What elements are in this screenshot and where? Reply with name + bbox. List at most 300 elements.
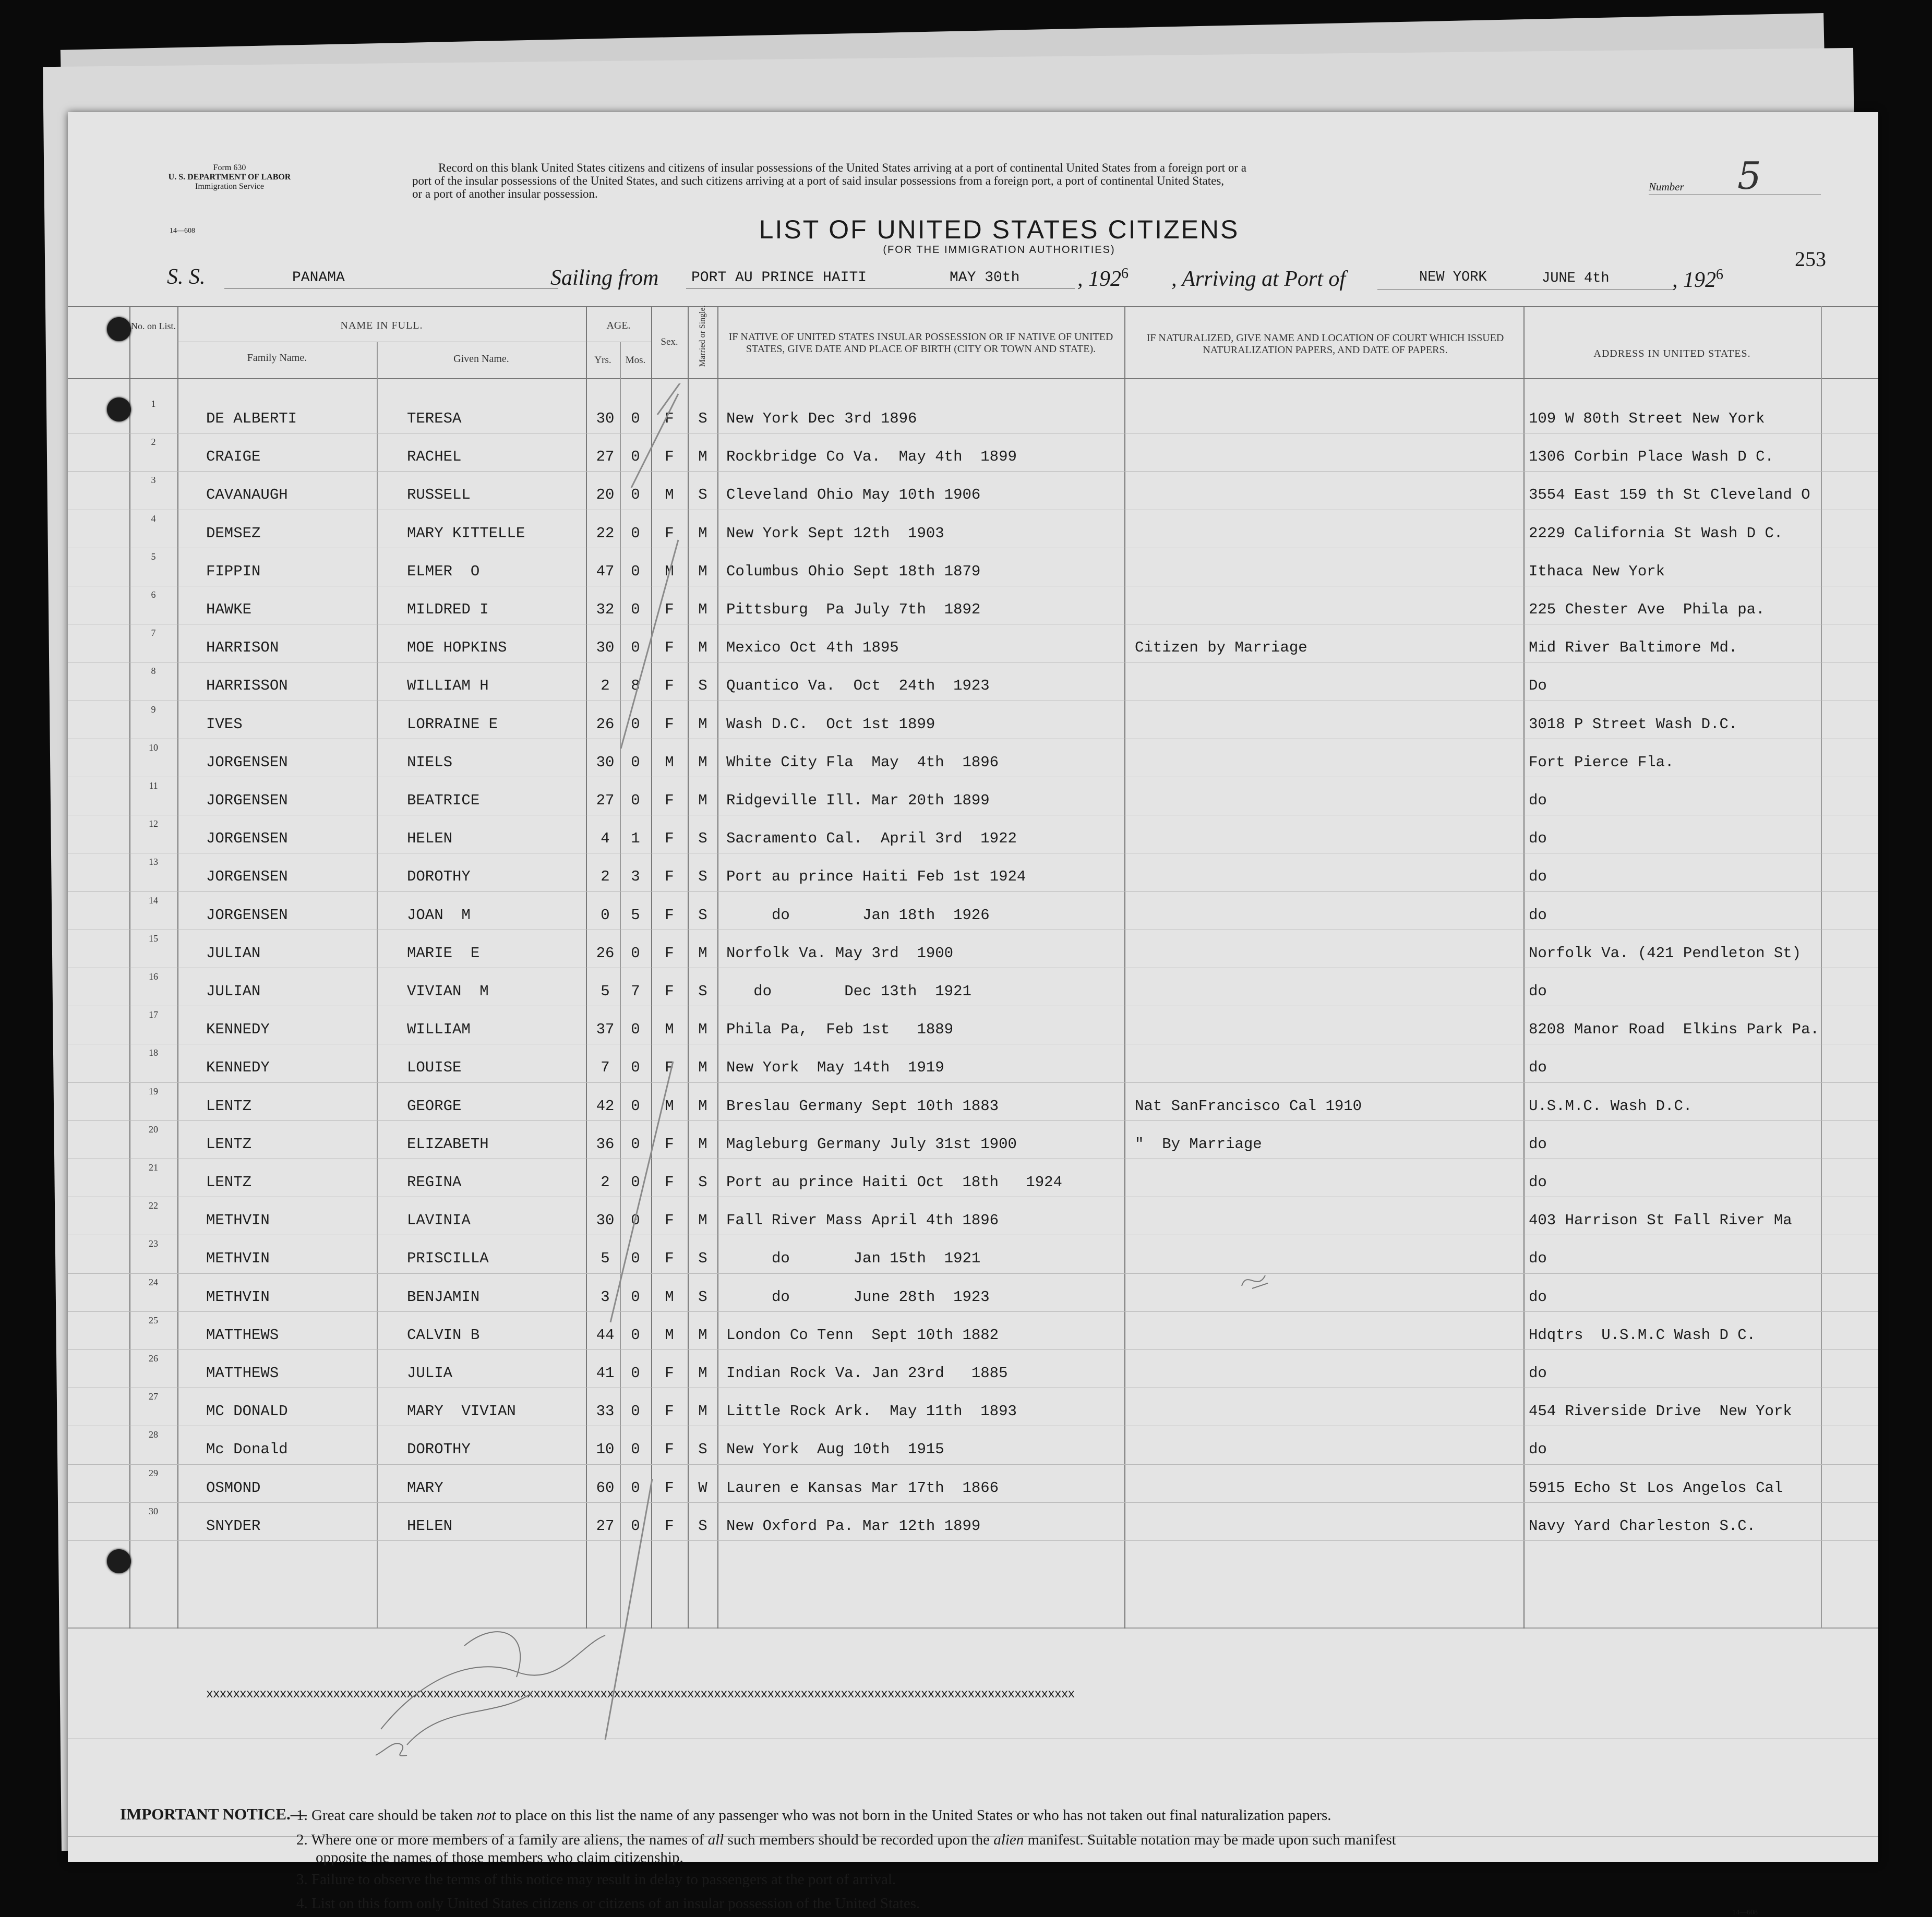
cell-birth: do Jan 15th 1921 [726, 1250, 981, 1268]
cell-yrs: 44 [596, 1326, 615, 1344]
number-field [1649, 154, 1821, 198]
cell-family: METHVIN [206, 1250, 270, 1268]
cell-birth: Magleburg Germany July 31st 1900 [726, 1135, 1017, 1153]
cell-birth: New York Aug 10th 1915 [726, 1441, 944, 1458]
cell-yrs: 60 [596, 1479, 615, 1497]
cell-mos: 0 [631, 1326, 640, 1344]
row-number: 11 [149, 780, 158, 791]
cell-ms: M [698, 1326, 707, 1344]
form-number: Form 630 [213, 163, 246, 172]
cell-birth: Breslau Germany Sept 10th 1883 [726, 1097, 999, 1115]
number-label: Number [1649, 180, 1684, 193]
cell-addr: Hdqtrs U.S.M.C Wash D C. [1529, 1326, 1756, 1344]
cell-family: IVES [206, 715, 243, 733]
table-row [68, 395, 1878, 433]
cell-family: JULIAN [206, 944, 261, 962]
form-code-bottom: 14—608 [1732, 1909, 1758, 1916]
row-number: 1 [151, 399, 156, 409]
cell-sex: F [665, 1174, 674, 1191]
cell-addr: 403 Harrison St Fall River Ma [1529, 1212, 1792, 1229]
instruction-line: Record on this blank United States citizens and citizens of insular possessions of the United States arriving at a port of continental United States from a foreign port or a [438, 161, 1246, 174]
row-number: 14 [149, 895, 158, 906]
cell-sex: M [665, 1021, 674, 1039]
row-number: 15 [149, 933, 158, 944]
cell-mos: 8 [631, 677, 640, 695]
cell-given: GEORGE [407, 1097, 462, 1115]
cell-birth: New Oxford Pa. Mar 12th 1899 [726, 1517, 981, 1535]
cell-addr: Navy Yard Charleston S.C. [1529, 1517, 1756, 1535]
cell-addr: Mid River Baltimore Md. [1529, 639, 1738, 657]
cell-mos: 0 [631, 792, 640, 809]
cell-yrs: 2 [601, 677, 610, 695]
row-number: 20 [149, 1124, 158, 1135]
cell-addr: do [1529, 830, 1547, 848]
from-date-underline [944, 288, 1075, 289]
cell-ms: M [698, 944, 707, 962]
cell-sex: F [665, 868, 674, 886]
row-number: 7 [151, 628, 156, 638]
table-row [68, 1312, 1878, 1350]
cell-sex: F [665, 410, 674, 427]
cell-ms: M [698, 715, 707, 733]
cell-family: CRAIGE [206, 448, 261, 466]
cell-yrs: 10 [596, 1441, 615, 1458]
cell-ms: M [698, 524, 707, 542]
row-number: 28 [149, 1429, 158, 1440]
cell-addr: do [1529, 906, 1547, 924]
table-row [68, 1159, 1878, 1197]
cell-mos: 0 [631, 1021, 640, 1039]
cell-yrs: 2 [601, 1174, 610, 1191]
cell-birth: Port au prince Haiti Oct 18th 1924 [726, 1174, 1062, 1191]
cell-birth: Cleveland Ohio May 10th 1906 [726, 486, 981, 504]
cell-addr: do [1529, 1135, 1547, 1153]
cell-family: DEMSEZ [206, 524, 261, 542]
row-number: 29 [149, 1467, 158, 1478]
cell-mos: 0 [631, 1174, 640, 1191]
cell-mos: 0 [631, 1250, 640, 1268]
row-number: 13 [149, 857, 158, 867]
cell-given: NIELS [407, 753, 453, 771]
cell-sex: F [665, 524, 674, 542]
header-age: AGE. [606, 320, 631, 331]
notice-text: such members should be recorded upon the [724, 1831, 994, 1848]
cell-mos: 0 [631, 601, 640, 618]
cell-yrs: 37 [596, 1021, 615, 1039]
cell-addr: do [1529, 1059, 1547, 1077]
row-rule [68, 1540, 1878, 1541]
cell-nat: Citizen by Marriage [1135, 639, 1307, 657]
row-number: 12 [149, 818, 158, 829]
page-subtitle: (FOR THE IMMIGRATION AUTHORITIES) [883, 244, 1115, 256]
cell-mos: 0 [631, 410, 640, 427]
notice-heading: IMPORTANT NOTICE.— [120, 1805, 307, 1823]
row-number: 21 [149, 1162, 158, 1173]
cell-sex: M [665, 486, 674, 504]
table-row [68, 1465, 1878, 1503]
table-row [68, 548, 1878, 586]
cell-ms: M [698, 1365, 707, 1382]
cell-yrs: 27 [596, 792, 615, 809]
table-bottom-rule [68, 1627, 1878, 1629]
cell-birth: Indian Rock Va. Jan 23rd 1885 [726, 1365, 1008, 1382]
cell-given: RUSSELL [407, 486, 471, 504]
cell-addr: 454 Riverside Drive New York [1529, 1403, 1792, 1420]
notice-emphasis: not [476, 1807, 496, 1824]
cell-mos: 0 [631, 562, 640, 580]
notice-text: manifest. Suitable notation may be made upon such manifest [1024, 1831, 1396, 1848]
cell-birth: White City Fla May 4th 1896 [726, 753, 999, 771]
cell-addr: 1306 Corbin Place Wash D C. [1529, 448, 1774, 466]
cell-birth: Pittsburg Pa July 7th 1892 [726, 601, 981, 618]
cell-ms: S [698, 677, 707, 695]
cell-family: LENTZ [206, 1135, 252, 1153]
cell-birth: Ridgeville Ill. Mar 20th 1899 [726, 792, 990, 809]
cell-family: SNYDER [206, 1517, 261, 1535]
ss-label: S. S. [167, 265, 206, 289]
cell-birth: Rockbridge Co Va. May 4th 1899 [726, 448, 1017, 466]
cell-sex: F [665, 1135, 674, 1153]
cell-yrs: 20 [596, 486, 615, 504]
cell-birth: New York Dec 3rd 1896 [726, 410, 917, 427]
cell-ms: M [698, 601, 707, 618]
cell-given: JULIA [407, 1365, 453, 1382]
header-sex: Sex. [661, 336, 678, 347]
header-bottom-rule [68, 378, 1878, 379]
cell-family: FIPPIN [206, 562, 261, 580]
header-naturalized: IF NATURALIZED, GIVE NAME AND LOCATION OF COURT WHICH ISSUED NATURALIZATION PAPERS, AND DATE OF PAPERS. [1146, 332, 1504, 356]
cell-yrs: 2 [601, 868, 610, 886]
service: Immigration Service [195, 182, 264, 191]
row-number: 4 [151, 513, 156, 524]
cell-birth: Lauren e Kansas Mar 17th 1866 [726, 1479, 999, 1497]
cell-ms: M [698, 562, 707, 580]
cell-given: PRISCILLA [407, 1250, 489, 1268]
cell-addr: do [1529, 1365, 1547, 1382]
from-underline [686, 288, 989, 289]
cell-given: VIVIAN M [407, 983, 489, 1000]
cell-mos: 0 [631, 524, 640, 542]
cell-birth: Fall River Mass April 4th 1896 [726, 1212, 999, 1229]
row-number: 27 [149, 1391, 158, 1402]
form-id [151, 163, 308, 191]
row-number: 25 [149, 1315, 158, 1325]
cell-sex: F [665, 448, 674, 466]
cell-birth: New York Sept 12th 1903 [726, 524, 944, 542]
cell-sex: F [665, 677, 674, 695]
cell-ms: S [698, 983, 707, 1000]
instructions [412, 162, 1654, 200]
cell-ms: W [698, 1479, 707, 1497]
cell-birth: Little Rock Ark. May 11th 1893 [726, 1403, 1017, 1420]
cell-ms: M [698, 1403, 707, 1420]
cell-birth: do June 28th 1923 [726, 1288, 990, 1306]
table-row [68, 815, 1878, 853]
cell-mos: 0 [631, 639, 640, 657]
cell-sex: F [665, 1365, 674, 1382]
to-port: NEW YORK [1419, 270, 1487, 285]
cell-ms: M [698, 1135, 707, 1153]
table-row [68, 586, 1878, 624]
cell-sex: F [665, 983, 674, 1000]
cell-addr: do [1529, 868, 1547, 886]
header-family: Family Name. [247, 352, 307, 364]
cell-ms: M [698, 1021, 707, 1039]
table-row [68, 739, 1878, 777]
cell-mos: 0 [631, 753, 640, 771]
table-row [68, 892, 1878, 930]
cell-given: JOAN M [407, 906, 471, 924]
signature-scribble [360, 1614, 631, 1761]
table-row [68, 662, 1878, 701]
cell-sex: F [665, 830, 674, 848]
page-number: 253 [1795, 247, 1826, 271]
table-row [68, 1426, 1878, 1464]
number-value: 5 [1737, 154, 1761, 198]
cell-yrs: 30 [596, 753, 615, 771]
table-row [68, 1197, 1878, 1235]
cell-sex: F [665, 1212, 674, 1229]
cell-ms: M [698, 448, 707, 466]
cell-yrs: 5 [601, 1250, 610, 1268]
table-row [68, 472, 1878, 510]
cell-ms: S [698, 830, 707, 848]
page-title: LIST OF UNITED STATES CITIZENS [759, 215, 1240, 244]
cell-ms: S [698, 1441, 707, 1458]
notice-text: 1. Great care should be taken [296, 1807, 477, 1824]
cell-given: CALVIN B [407, 1326, 480, 1344]
from-date: MAY 30th [950, 270, 1020, 286]
cell-yrs: 26 [596, 715, 615, 733]
form-code-top: 14—608 [170, 227, 195, 235]
cell-given: LAVINIA [407, 1212, 471, 1229]
cell-mos: 0 [631, 1365, 640, 1382]
cell-yrs: 41 [596, 1365, 615, 1382]
cell-given: ELMER O [407, 562, 480, 580]
header-mos: Mos. [625, 355, 646, 366]
cell-sex: F [665, 1479, 674, 1497]
cell-family: LENTZ [206, 1097, 252, 1115]
cell-addr: Ithaca New York [1529, 562, 1665, 580]
cell-sex: F [665, 639, 674, 657]
notice-text: 2. Where one or more members of a family are aliens, the names of [296, 1831, 708, 1848]
cell-mos: 0 [631, 486, 640, 504]
cell-birth: Columbus Ohio Sept 18th 1879 [726, 562, 981, 580]
cell-mos: 0 [631, 944, 640, 962]
row-number: 18 [149, 1047, 158, 1058]
cell-mos: 0 [631, 1441, 640, 1458]
cell-given: ELIZABETH [407, 1135, 489, 1153]
cell-family: JORGENSEN [206, 906, 288, 924]
cell-sex: F [665, 715, 674, 733]
cell-given: REGINA [407, 1174, 462, 1191]
cell-yrs: 5 [601, 983, 610, 1000]
cell-ms: S [698, 1288, 707, 1306]
cell-family: JORGENSEN [206, 830, 288, 848]
cell-mos: 0 [631, 1135, 640, 1153]
cell-mos: 0 [631, 1212, 640, 1229]
cell-nat: Nat SanFrancisco Cal 1910 [1135, 1097, 1362, 1115]
cell-given: WILLIAM [407, 1021, 471, 1039]
cell-mos: 7 [631, 983, 640, 1000]
cell-sex: F [665, 1403, 674, 1420]
cell-mos: 5 [631, 906, 640, 924]
header-birth: IF NATIVE OF UNITED STATES INSULAR POSSESSION OR IF NATIVE OF UNITED STATES, GIVE DATE AND PLACE OF BIRTH (CITY OR TOWN AND STATE). [728, 331, 1113, 355]
cell-family: HARRISON [206, 639, 279, 657]
cell-addr: 3554 East 159 th St Cleveland O [1529, 486, 1810, 504]
strike-out-line: xxxxxxxxxxxxxxxxxxxxxxxxxxxxxxxxxxxxxxxxxxxxxxxxxxxxxxxxxxxxxxxxxxxxxxxxxxxxxxxxxxxxxxxxxxxxxxxxxxxxxxxxxxxxxxxxxxxxxxxxxxxxxxxxxx [206, 1687, 1075, 1701]
cell-ms: S [698, 1174, 707, 1191]
row-number: 2 [151, 437, 156, 448]
cell-given: TERESA [407, 410, 462, 427]
cell-family: KENNEDY [206, 1059, 270, 1077]
row-number: 16 [149, 971, 158, 982]
year-prefix: , 192 [1672, 268, 1716, 292]
cell-family: METHVIN [206, 1288, 270, 1306]
cell-addr: do [1529, 1174, 1547, 1191]
cell-yrs: 36 [596, 1135, 615, 1153]
cell-mos: 1 [631, 830, 640, 848]
cell-sex: F [665, 906, 674, 924]
cell-given: BEATRICE [407, 792, 480, 809]
cell-mos: 0 [631, 1059, 640, 1077]
punch-hole [107, 1549, 131, 1573]
cell-given: MARY KITTELLE [407, 524, 525, 542]
cell-yrs: 3 [601, 1288, 610, 1306]
cell-ms: M [698, 792, 707, 809]
cell-given: HELEN [407, 830, 453, 848]
row-number: 17 [149, 1009, 158, 1020]
cell-birth: Mexico Oct 4th 1895 [726, 639, 899, 657]
cell-given: MOE HOPKINS [407, 639, 507, 657]
table-row [68, 1121, 1878, 1159]
cell-addr: do [1529, 1250, 1547, 1268]
passenger-rows [68, 383, 1878, 1625]
cell-addr: 8208 Manor Road Elkins Park Pa. [1529, 1021, 1819, 1039]
table-row [68, 968, 1878, 1006]
cell-family: JULIAN [206, 983, 261, 1000]
from-year [1077, 266, 1129, 292]
cell-ms: M [698, 1059, 707, 1077]
cell-given: LOUISE [407, 1059, 462, 1077]
from-year-digit: 6 [1121, 266, 1129, 282]
cell-given: MILDRED I [407, 601, 489, 618]
punch-hole [107, 317, 131, 341]
table-row [68, 1083, 1878, 1121]
department: U. S. DEPARTMENT OF LABOR [168, 172, 291, 182]
cell-family: OSMOND [206, 1479, 261, 1497]
sailing-label: Sailing from [550, 266, 659, 290]
cell-yrs: 32 [596, 601, 615, 618]
cell-sex: F [665, 944, 674, 962]
cell-family: HARRISSON [206, 677, 288, 695]
cell-given: LORRAINE E [407, 715, 498, 733]
cell-sex: M [665, 1288, 674, 1306]
cell-yrs: 27 [596, 448, 615, 466]
cell-family: HAWKE [206, 601, 252, 618]
to-date: JUNE 4th [1542, 271, 1610, 286]
cell-given: DOROTHY [407, 1441, 471, 1458]
cell-birth: Sacramento Cal. April 3rd 1922 [726, 830, 1017, 848]
cell-yrs: 22 [596, 524, 615, 542]
cell-ms: S [698, 410, 707, 427]
table-row [68, 1006, 1878, 1044]
cell-given: BENJAMIN [407, 1288, 480, 1306]
table-row [68, 701, 1878, 739]
notice-item-2 [296, 1831, 1396, 1849]
notice-emphasis: alien [993, 1831, 1024, 1848]
table-row [68, 1350, 1878, 1388]
cell-addr: do [1529, 1441, 1547, 1458]
row-number: 26 [149, 1353, 158, 1364]
cell-ms: S [698, 868, 707, 886]
cell-birth: do Dec 13th 1921 [726, 983, 971, 1000]
row-number: 6 [151, 589, 156, 600]
cell-given: DOROTHY [407, 868, 471, 886]
cell-addr: Fort Pierce Fla. [1529, 753, 1674, 771]
cell-ms: M [698, 753, 707, 771]
cell-yrs: 30 [596, 639, 615, 657]
row-number: 19 [149, 1086, 158, 1096]
cell-addr: 3018 P Street Wash D.C. [1529, 715, 1738, 733]
cell-family: MC DONALD [206, 1403, 288, 1420]
cell-yrs: 26 [596, 944, 615, 962]
from-port: PORT AU PRINCE HAITI [691, 270, 867, 286]
header-given: Given Name. [453, 353, 509, 365]
cell-yrs: 4 [601, 830, 610, 848]
cell-family: JORGENSEN [206, 792, 288, 809]
cell-addr: 109 W 80th Street New York [1529, 410, 1765, 427]
notice-item-4: 4. List on this form only United States citizens or citizens of an insular possession of the United States. [296, 1895, 920, 1912]
cell-ms: S [698, 1250, 707, 1268]
to-year-digit: 6 [1716, 267, 1723, 283]
header-yrs: Yrs. [594, 355, 611, 366]
cell-yrs: 30 [596, 410, 615, 427]
table-top-rule [68, 306, 1878, 307]
cell-birth: Wash D.C. Oct 1st 1899 [726, 715, 935, 733]
cell-ms: S [698, 906, 707, 924]
header-marital: Married or Single. [698, 305, 707, 367]
row-number: 30 [149, 1505, 158, 1516]
cell-given: WILLIAM H [407, 677, 489, 695]
table-row [68, 930, 1878, 968]
table-row [68, 1503, 1878, 1541]
cell-yrs: 30 [596, 1212, 615, 1229]
cell-yrs: 7 [601, 1059, 610, 1077]
cell-sex: F [665, 1517, 674, 1535]
cell-yrs: 47 [596, 562, 615, 580]
row-number: 24 [149, 1276, 158, 1287]
ship-underline [224, 288, 558, 289]
table-row [68, 777, 1878, 815]
cell-given: MARY VIVIAN [407, 1403, 516, 1420]
notice-text: to place on this list the name of any passenger who was not born in the United States or who has not taken out final naturalization papers. [496, 1807, 1331, 1824]
margin-pencil-mark [1237, 1265, 1278, 1296]
cell-family: JORGENSEN [206, 753, 288, 771]
cell-mos: 0 [631, 1517, 640, 1535]
cell-birth: Quantico Va. Oct 24th 1923 [726, 677, 990, 695]
row-number: 3 [151, 475, 156, 486]
instruction-line: port of the insular possessions of the United States, and such citizens arriving at a port of said insular possessions from a foreign port, a port of continental United States, [412, 174, 1225, 187]
instruction-line: or a port of another insular possession. [412, 187, 598, 200]
row-number: 8 [151, 666, 156, 677]
cell-ms: M [698, 1212, 707, 1229]
cell-sex: F [665, 1441, 674, 1458]
arriving-label: , Arriving at Port of [1171, 267, 1346, 291]
cell-family: JORGENSEN [206, 868, 288, 886]
cell-family: LENTZ [206, 1174, 252, 1191]
notice-item-3: 3. Failure to observe the terms of this notice may result in delay to passengers at the port of arrival. [296, 1871, 896, 1888]
